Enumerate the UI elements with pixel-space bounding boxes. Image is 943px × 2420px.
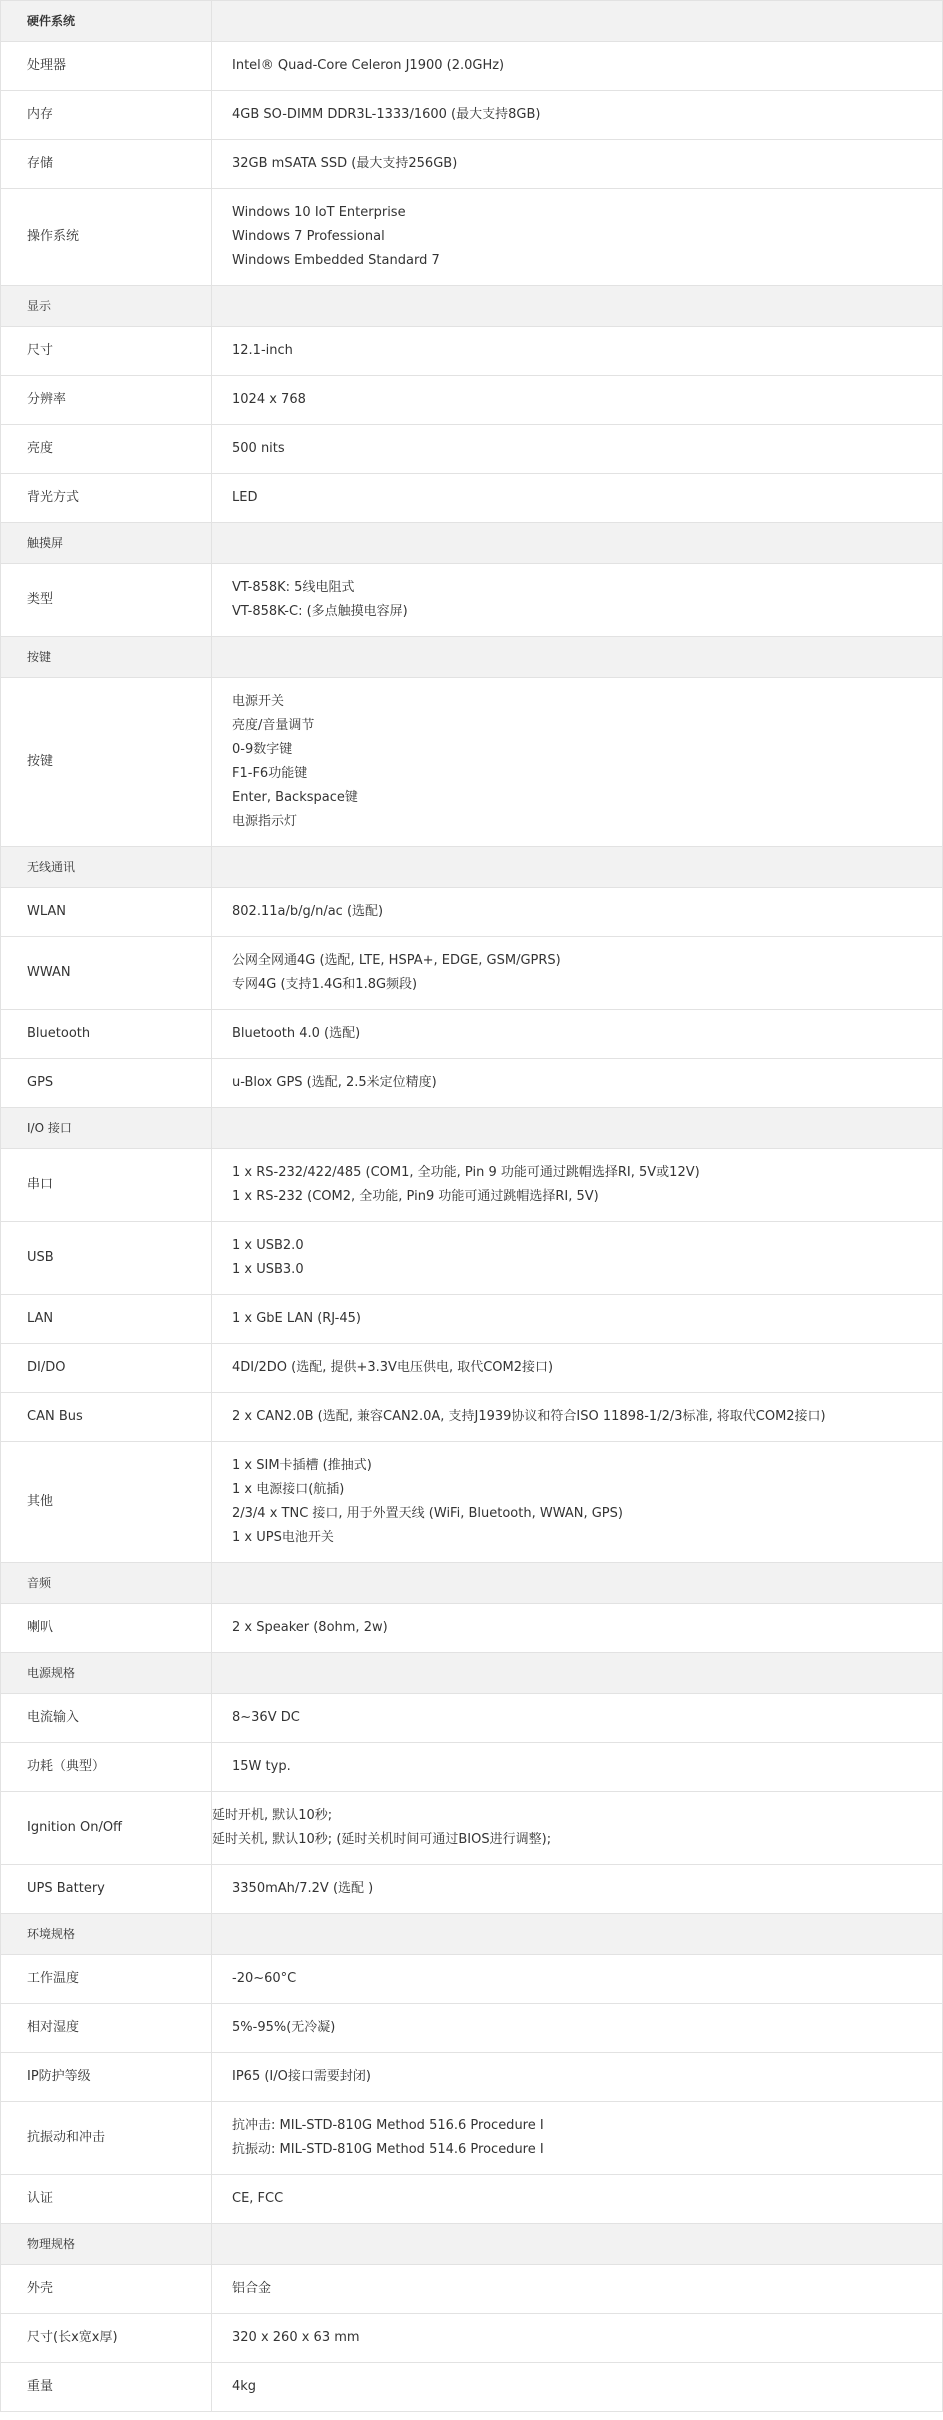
spec-label: 存储	[1, 140, 212, 189]
spec-label: 尺寸	[1, 327, 212, 376]
section-empty-cell	[212, 2224, 943, 2265]
spec-value-line: Enter, Backspace键	[232, 790, 358, 805]
spec-value	[212, 1865, 943, 1914]
spec-row	[1, 2004, 943, 2053]
spec-value-line: 802.11a/b/g/n/ac (选配)	[232, 904, 384, 919]
spec-label: 操作系统	[1, 189, 212, 286]
spec-label: Bluetooth	[1, 1010, 212, 1059]
spec-value	[212, 474, 943, 523]
spec-row	[1, 1955, 943, 2004]
spec-value-line: 抗冲击: MIL-STD-810G Method 516.6 Procedure I	[232, 2118, 544, 2133]
section-empty-cell	[212, 1653, 943, 1694]
spec-label: 电流输入	[1, 1694, 212, 1743]
spec-value-line: 抗振动: MIL-STD-810G Method 514.6 Procedure I	[232, 2142, 544, 2157]
section-header-row	[1, 523, 943, 564]
spec-value-line: 铝合金	[232, 2281, 272, 2296]
spec-row	[1, 1222, 943, 1295]
spec-value	[212, 2363, 943, 2412]
spec-label: WLAN	[1, 888, 212, 937]
spec-value	[212, 1604, 943, 1653]
spec-value-line: 1 x UPS电池开关	[232, 1530, 334, 1545]
spec-value-line: 12.1-inch	[232, 343, 293, 358]
spec-value-line: LED	[232, 490, 258, 505]
spec-row	[1, 474, 943, 523]
section-empty-cell	[212, 523, 943, 564]
spec-value	[212, 1393, 943, 1442]
spec-value	[212, 1344, 943, 1393]
spec-row	[1, 564, 943, 637]
section-title: 无线通讯	[1, 847, 212, 888]
spec-label: 分辨率	[1, 376, 212, 425]
spec-value-line: u-Blox GPS (选配, 2.5米定位精度)	[232, 1075, 437, 1090]
spec-label: 类型	[1, 564, 212, 637]
spec-label: 处理器	[1, 42, 212, 91]
spec-value	[212, 937, 943, 1010]
spec-label: 内存	[1, 91, 212, 140]
section-header-row	[1, 847, 943, 888]
spec-value	[212, 2314, 943, 2363]
spec-row	[1, 1393, 943, 1442]
spec-row	[1, 678, 943, 847]
spec-value	[212, 1149, 943, 1222]
spec-value	[212, 1743, 943, 1792]
spec-value-line: F1-F6功能键	[232, 766, 308, 781]
spec-label: IP防护等级	[1, 2053, 212, 2102]
spec-value	[212, 1792, 943, 1865]
spec-row	[1, 2175, 943, 2224]
spec-label: 重量	[1, 2363, 212, 2412]
section-title: 按键	[1, 637, 212, 678]
spec-value-line: 2 x CAN2.0B (选配, 兼容CAN2.0A, 支持J1939协议和符合ISO 11898-1/2/3标准, 将取代COM2接口)	[232, 1409, 826, 1424]
section-title: 物理规格	[1, 2224, 212, 2265]
spec-row	[1, 1010, 943, 1059]
spec-value	[212, 1059, 943, 1108]
spec-value	[212, 1694, 943, 1743]
spec-row	[1, 1743, 943, 1792]
spec-value	[212, 425, 943, 474]
spec-value-line: 公网全网通4G (选配, LTE, HSPA+, EDGE, GSM/GPRS)	[232, 953, 561, 968]
spec-value-line: 1 x RS-232/422/485 (COM1, 全功能, Pin 9 功能可通过跳帽选择RI, 5V或12V)	[232, 1165, 700, 1180]
spec-value-line: 4DI/2DO (选配, 提供+3.3V电压供电, 取代COM2接口)	[232, 1360, 554, 1375]
spec-value-line: 32GB mSATA SSD (最大支持256GB)	[232, 156, 458, 171]
spec-label: 按键	[1, 678, 212, 847]
spec-value-line: 1024 x 768	[232, 392, 306, 407]
section-empty-cell	[212, 1, 943, 42]
spec-value	[212, 678, 943, 847]
spec-value	[212, 1295, 943, 1344]
spec-value	[212, 2053, 943, 2102]
spec-value-line: 电源指示灯	[232, 814, 298, 829]
spec-label: 其他	[1, 1442, 212, 1563]
spec-table-body	[1, 1, 943, 2412]
spec-row	[1, 189, 943, 286]
spec-label: 功耗（典型）	[1, 1743, 212, 1792]
spec-label: 认证	[1, 2175, 212, 2224]
section-header-row	[1, 1914, 943, 1955]
spec-label: WWAN	[1, 937, 212, 1010]
section-empty-cell	[212, 1108, 943, 1149]
spec-row	[1, 1694, 943, 1743]
spec-value	[212, 2175, 943, 2224]
spec-value-line: 电源开关	[232, 694, 285, 709]
spec-value-line: Intel® Quad-Core Celeron J1900 (2.0GHz)	[232, 58, 505, 73]
spec-row	[1, 91, 943, 140]
spec-value-line: 2/3/4 x TNC 接口, 用于外置天线 (WiFi, Bluetooth, WWAN, GPS)	[232, 1506, 623, 1521]
spec-value-line: Windows 10 IoT Enterprise	[232, 205, 406, 220]
spec-label: 亮度	[1, 425, 212, 474]
spec-value	[212, 1222, 943, 1295]
spec-label: 喇叭	[1, 1604, 212, 1653]
spec-value	[212, 564, 943, 637]
spec-value	[212, 376, 943, 425]
spec-row	[1, 888, 943, 937]
spec-value-line: 15W typ.	[232, 1759, 291, 1774]
section-header-row	[1, 2224, 943, 2265]
spec-row	[1, 327, 943, 376]
section-header-row	[1, 1563, 943, 1604]
spec-value-line: 4GB SO-DIMM DDR3L-1333/1600 (最大支持8GB)	[232, 107, 541, 122]
spec-value-line: 1 x SIM卡插槽 (推抽式)	[232, 1458, 372, 1473]
spec-row	[1, 1149, 943, 1222]
spec-row	[1, 140, 943, 189]
spec-label: Ignition On/Off	[1, 1792, 212, 1865]
spec-label: GPS	[1, 1059, 212, 1108]
spec-row	[1, 2102, 943, 2175]
section-title: I/O 接口	[1, 1108, 212, 1149]
spec-row	[1, 1604, 943, 1653]
spec-value-line: 1 x 电源接口(航插)	[232, 1482, 345, 1497]
spec-label: 背光方式	[1, 474, 212, 523]
spec-row	[1, 1865, 943, 1914]
section-empty-cell	[212, 847, 943, 888]
spec-value	[212, 42, 943, 91]
spec-label: 串口	[1, 1149, 212, 1222]
section-header-row	[1, 1108, 943, 1149]
section-title: 环境规格	[1, 1914, 212, 1955]
spec-row	[1, 1442, 943, 1563]
spec-label: 工作温度	[1, 1955, 212, 2004]
spec-value	[212, 1010, 943, 1059]
spec-label: LAN	[1, 1295, 212, 1344]
spec-row	[1, 1295, 943, 1344]
spec-value-line: Windows 7 Professional	[232, 229, 385, 244]
spec-value	[212, 91, 943, 140]
spec-value	[212, 888, 943, 937]
section-header-row	[1, 1, 943, 42]
spec-value-line: IP65 (I/O接口需要封闭)	[232, 2069, 371, 2084]
spec-row	[1, 937, 943, 1010]
spec-value	[212, 2102, 943, 2175]
spec-label: 外壳	[1, 2265, 212, 2314]
spec-value-line: Windows Embedded Standard 7	[232, 253, 440, 268]
spec-value-line: 500 nits	[232, 441, 285, 456]
spec-row	[1, 376, 943, 425]
spec-row	[1, 2363, 943, 2412]
spec-value-line: 4kg	[232, 2379, 257, 2394]
spec-value-line: 2 x Speaker (8ohm, 2w)	[232, 1620, 388, 1635]
section-empty-cell	[212, 637, 943, 678]
spec-value	[212, 2265, 943, 2314]
spec-value-line: 320 x 260 x 63 mm	[232, 2330, 360, 2345]
section-title: 电源规格	[1, 1653, 212, 1694]
spec-value	[212, 327, 943, 376]
spec-label: 尺寸(长x宽x厚)	[1, 2314, 212, 2363]
spec-value-line: 亮度/音量调节	[232, 718, 315, 733]
spec-row	[1, 2265, 943, 2314]
section-title: 触摸屏	[1, 523, 212, 564]
spec-value-line: 1 x USB2.0	[232, 1238, 304, 1253]
spec-value	[212, 140, 943, 189]
spec-label: DI/DO	[1, 1344, 212, 1393]
spec-value-line: VT-858K-C: (多点触摸电容屏)	[232, 604, 408, 619]
spec-label: 抗振动和冲击	[1, 2102, 212, 2175]
spec-label: UPS Battery	[1, 1865, 212, 1914]
section-header-row	[1, 286, 943, 327]
section-title: 硬件系统	[1, 1, 212, 42]
spec-label: CAN Bus	[1, 1393, 212, 1442]
spec-row	[1, 1344, 943, 1393]
spec-value-line: CE, FCC	[232, 2191, 284, 2206]
spec-value-line: 1 x USB3.0	[232, 1262, 304, 1277]
spec-value-line: 1 x GbE LAN (RJ-45)	[232, 1311, 361, 1326]
spec-row	[1, 2314, 943, 2363]
section-header-row	[1, 637, 943, 678]
spec-row	[1, 1792, 943, 1865]
spec-row	[1, 1059, 943, 1108]
spec-value-line: 延时开机, 默认10秒;	[212, 1808, 333, 1823]
section-empty-cell	[212, 1563, 943, 1604]
section-title: 显示	[1, 286, 212, 327]
spec-value-line: 专网4G (支持1.4G和1.8G频段)	[232, 977, 418, 992]
section-header-row	[1, 1653, 943, 1694]
spec-row	[1, 425, 943, 474]
spec-label: 相对湿度	[1, 2004, 212, 2053]
section-title: 音频	[1, 1563, 212, 1604]
spec-value-line: 0-9数字键	[232, 742, 293, 757]
spec-row	[1, 2053, 943, 2102]
spec-value-line: VT-858K: 5线电阻式	[232, 580, 355, 595]
spec-value-line: 8~36V DC	[232, 1710, 300, 1725]
spec-value-line: -20~60°C	[232, 1971, 297, 1986]
spec-value-line: 5%-95%(无冷凝)	[232, 2020, 336, 2035]
spec-value-line: 3350mAh/7.2V (选配 )	[232, 1881, 374, 1896]
section-empty-cell	[212, 1914, 943, 1955]
spec-label: USB	[1, 1222, 212, 1295]
spec-value	[212, 1442, 943, 1563]
spec-value-line: 延时关机, 默认10秒; (延时关机时间可通过BIOS进行调整);	[212, 1832, 552, 1847]
spec-value-line: 1 x RS-232 (COM2, 全功能, Pin9 功能可通过跳帽选择RI, 5V)	[232, 1189, 599, 1204]
spec-row	[1, 42, 943, 91]
spec-value	[212, 2004, 943, 2053]
section-empty-cell	[212, 286, 943, 327]
spec-value	[212, 1955, 943, 2004]
spec-value	[212, 189, 943, 286]
spec-value-line: Bluetooth 4.0 (选配)	[232, 1026, 361, 1041]
